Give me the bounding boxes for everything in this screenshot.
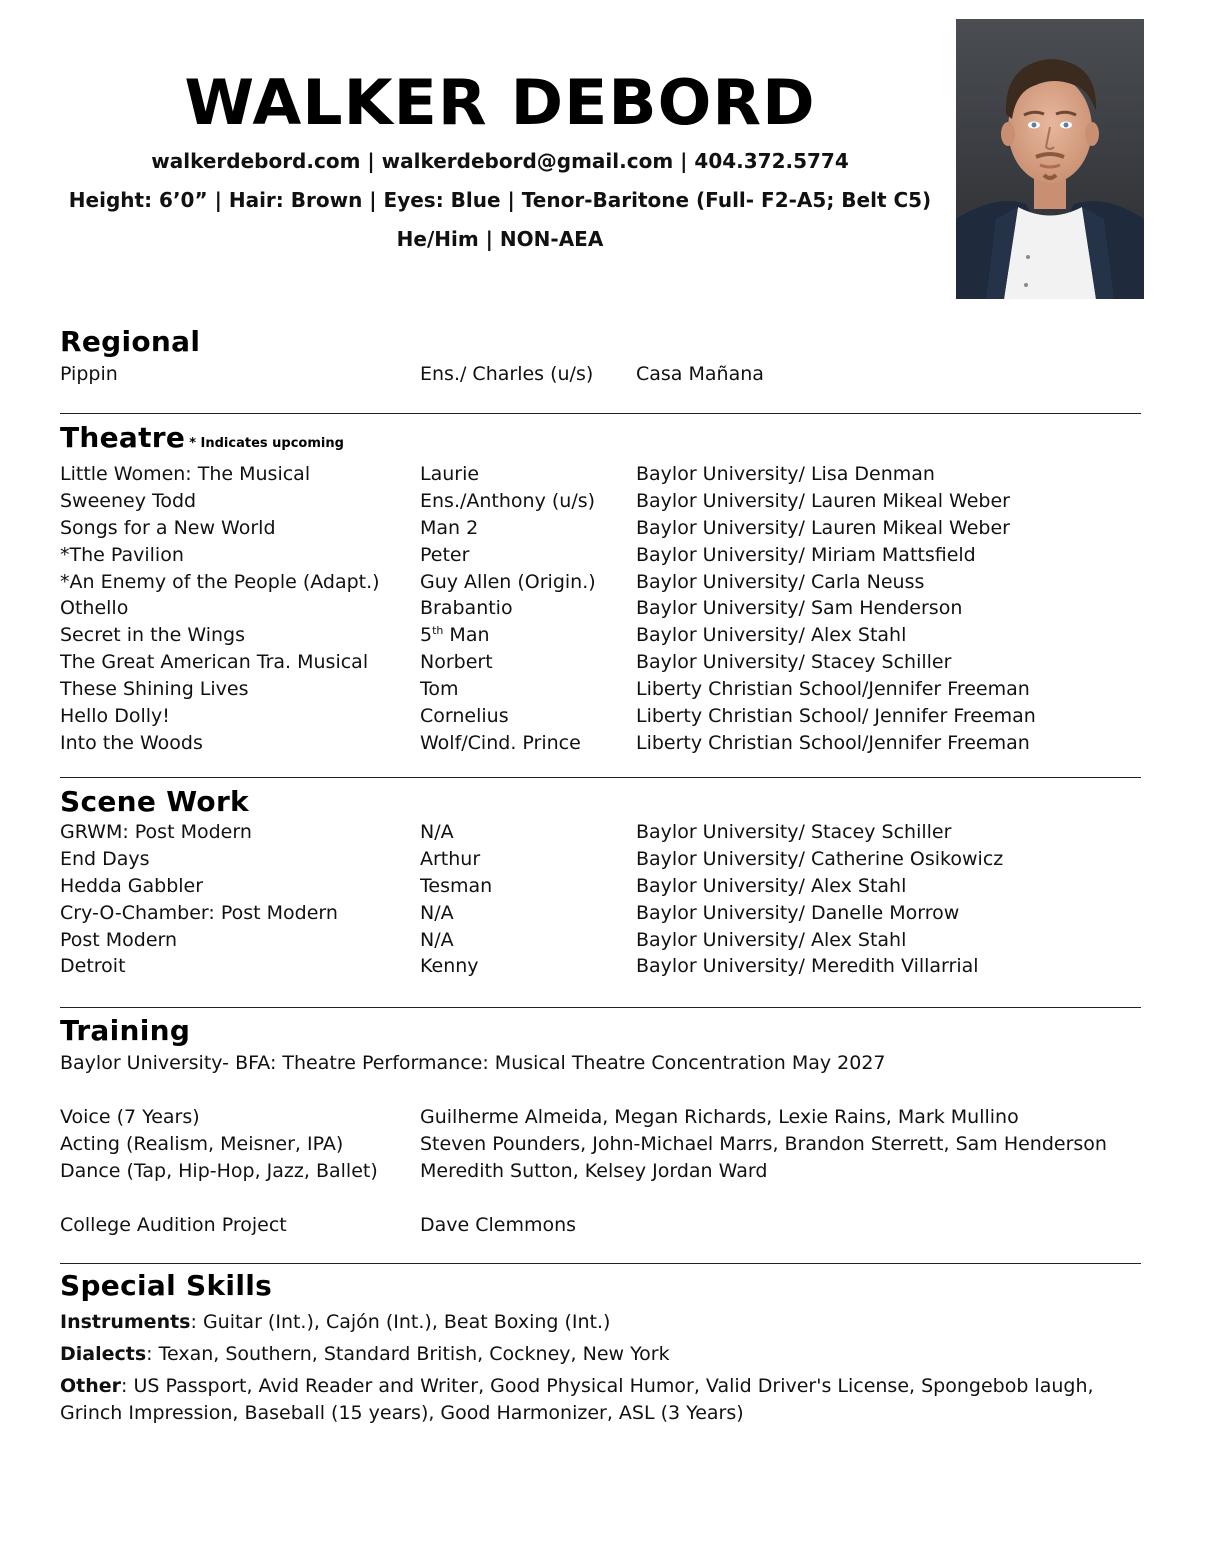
training-teachers: Meredith Sutton, Kelsey Jordan Ward	[420, 1159, 768, 1182]
venue-director: Baylor University/ Stacey Schiller	[636, 821, 952, 843]
credit-row	[60, 704, 1142, 731]
venue-director: Baylor University/ Carla Neuss	[636, 570, 925, 593]
contact-info: walkerdebord.com | walkerdebord@gmail.com | 404.372.5774	[151, 149, 849, 173]
show-title: GRWM: Post Modern	[60, 821, 252, 843]
credit-row	[60, 516, 1142, 543]
pronouns-union: He/Him | NON-AEA	[396, 227, 604, 251]
training-teachers: Dave Clemmons	[420, 1213, 577, 1236]
credit-row	[60, 362, 1142, 389]
training-section	[60, 1015, 1142, 1239]
venue-director: Liberty Christian School/Jennifer Freeman	[636, 678, 1030, 701]
training-subject: College Audition Project	[60, 1213, 287, 1236]
section-title-special-skills: Special Skills	[60, 1269, 273, 1302]
upcoming-note: * Indicates upcoming	[189, 436, 344, 451]
show-title: Into the Woods	[60, 731, 203, 754]
skill-label: Instruments	[60, 1311, 191, 1333]
role: Laurie	[420, 463, 480, 485]
section-title-scene-work: Scene Work	[60, 785, 249, 818]
training-row	[60, 1105, 1142, 1132]
theatre-credits	[60, 462, 1142, 758]
credit-row	[60, 543, 1142, 570]
venue-director: Baylor University/ Catherine Osikowicz	[636, 847, 1004, 870]
show-title: Post Modern	[60, 928, 178, 951]
role: N/A	[420, 821, 454, 843]
venue-director: Baylor University/ Sam Henderson	[636, 597, 963, 620]
role: Wolf/Cind. Prince	[420, 731, 581, 754]
training-teachers: Steven Pounders, John-Michael Marrs, Brandon Sterrett, Sam Henderson	[420, 1132, 1107, 1155]
resume-header	[40, 62, 960, 252]
role: Norbert	[420, 651, 493, 674]
skill-value: : Guitar (Int.), Cajón (Int.), Beat Boxing (Int.)	[190, 1311, 611, 1333]
role: Peter	[420, 543, 470, 566]
degree-line	[60, 1051, 1142, 1078]
skill-instruments	[60, 1309, 1142, 1336]
section-title-theatre	[60, 422, 1142, 460]
role: Brabantio	[420, 597, 513, 620]
training-subject: Dance (Tap, Hip-Hop, Jazz, Ballet)	[60, 1159, 378, 1182]
credit-row	[60, 820, 1142, 847]
headshot-illustration	[956, 19, 1144, 299]
show-title: Othello	[60, 597, 129, 620]
skill-value: : Texan, Southern, Standard British, Cockney, New York	[146, 1343, 670, 1365]
role-rest: Man	[443, 624, 490, 647]
regional-credits	[60, 362, 1142, 389]
training-teachers: Guilherme Almeida, Megan Richards, Lexie Rains, Mark Mullino	[420, 1105, 1019, 1128]
credit-row	[60, 462, 1142, 489]
role: Kenny	[420, 955, 479, 978]
show-title: Secret in the Wings	[60, 624, 245, 647]
scene-work-credits	[60, 820, 1142, 981]
credit-row	[60, 954, 1142, 981]
role: Guy Allen (Origin.)	[420, 570, 596, 593]
venue-director: Baylor University/ Lauren Mikeal Weber	[636, 516, 1010, 539]
role: Tom	[420, 678, 459, 701]
venue-director: Liberty Christian School/Jennifer Freeman	[636, 731, 1030, 754]
show-title: Hello Dolly!	[60, 705, 170, 728]
role: N/A	[420, 928, 454, 951]
venue-director: Baylor University/ Lauren Mikeal Weber	[636, 489, 1010, 512]
show-title: These Shining Lives	[60, 678, 249, 701]
skill-value: : US Passport, Avid Reader and Writer, Good Physical Humor, Valid Driver's License, Spongebob laugh, Grinch Impression, Baseball (15 years), Good Harmonizer, ASL (3 Years)	[60, 1375, 1094, 1424]
credit-row	[60, 731, 1142, 758]
training-subject: Acting (Realism, Meisner, IPA)	[60, 1132, 344, 1155]
credit-row	[60, 928, 1142, 955]
physical-stats: Height: 6’0” | Hair: Brown | Eyes: Blue | Tenor-Baritone (Full- F2-A5; Belt C5)	[68, 188, 932, 212]
role: Tesman	[420, 874, 493, 897]
role	[420, 623, 490, 647]
role: Ens./Anthony (u/s)	[420, 489, 596, 512]
headshot-photo	[956, 19, 1144, 299]
role-ordinal: th	[432, 624, 444, 638]
role: Cornelius	[420, 705, 509, 728]
credit-row	[60, 489, 1142, 516]
skill-other	[60, 1373, 1130, 1427]
show-title: *The Pavilion	[60, 543, 184, 566]
special-skills-section	[60, 1270, 1142, 1427]
theatre-title-text: Theatre	[60, 421, 186, 454]
credit-row	[60, 570, 1142, 597]
show-title: Hedda Gabbler	[60, 874, 204, 897]
credit-row	[60, 901, 1142, 928]
training-row	[60, 1213, 1142, 1240]
role: Arthur	[420, 847, 481, 870]
theatre-section	[60, 422, 1142, 758]
regional-section	[60, 326, 1142, 389]
venue-director: Baylor University/ Alex Stahl	[636, 928, 907, 951]
section-divider	[60, 777, 1141, 778]
degree: Baylor University- BFA: Theatre Performance: Musical Theatre Concentration May 2027	[60, 1052, 886, 1074]
skill-label: Other	[60, 1375, 122, 1397]
credit-row	[60, 847, 1142, 874]
skill-label: Dialects	[60, 1343, 147, 1365]
venue-director: Baylor University/ Stacey Schiller	[636, 651, 952, 674]
section-divider	[60, 1007, 1141, 1008]
credit-row	[60, 596, 1142, 623]
section-divider	[60, 1263, 1141, 1264]
venue-director: Baylor University/ Alex Stahl	[636, 874, 907, 897]
venue-director: Liberty Christian School/ Jennifer Freeman	[636, 705, 1036, 728]
show-title: Songs for a New World	[60, 516, 276, 539]
credit-row	[60, 874, 1142, 901]
section-title-training: Training	[60, 1014, 191, 1047]
venue-director: Baylor University/ Meredith Villarrial	[636, 955, 979, 978]
show-title: Sweeney Todd	[60, 489, 197, 512]
show-title: *An Enemy of the People (Adapt.)	[60, 570, 380, 593]
scene-work-section	[60, 786, 1142, 981]
skill-dialects	[60, 1341, 1142, 1368]
venue-director: Baylor University/ Danelle Morrow	[636, 901, 960, 924]
show-title: End Days	[60, 847, 150, 870]
section-divider	[60, 413, 1141, 414]
credit-row	[60, 623, 1142, 650]
training-row	[60, 1132, 1142, 1159]
training-row	[60, 1159, 1142, 1186]
show-title: Detroit	[60, 955, 126, 978]
credit-row	[60, 677, 1142, 704]
training-subject: Voice (7 Years)	[60, 1105, 200, 1128]
venue-director: Baylor University/ Miriam Mattsfield	[636, 543, 976, 566]
show-title: Cry-O-Chamber: Post Modern	[60, 901, 338, 924]
section-title-regional: Regional	[60, 325, 201, 358]
role-number: 5	[420, 624, 433, 647]
show-title: Pippin	[60, 363, 118, 385]
credit-row	[60, 650, 1142, 677]
venue-director: Baylor University/ Alex Stahl	[636, 624, 907, 647]
role: N/A	[420, 901, 454, 924]
venue-director: Casa Mañana	[636, 363, 764, 385]
actor-name: WALKER DEBORD	[184, 66, 816, 139]
venue-director: Baylor University/ Lisa Denman	[636, 463, 935, 485]
show-title: Little Women: The Musical	[60, 463, 311, 485]
role: Man 2	[420, 516, 479, 539]
role: Ens./ Charles (u/s)	[420, 363, 594, 385]
show-title: The Great American Tra. Musical	[60, 651, 369, 674]
